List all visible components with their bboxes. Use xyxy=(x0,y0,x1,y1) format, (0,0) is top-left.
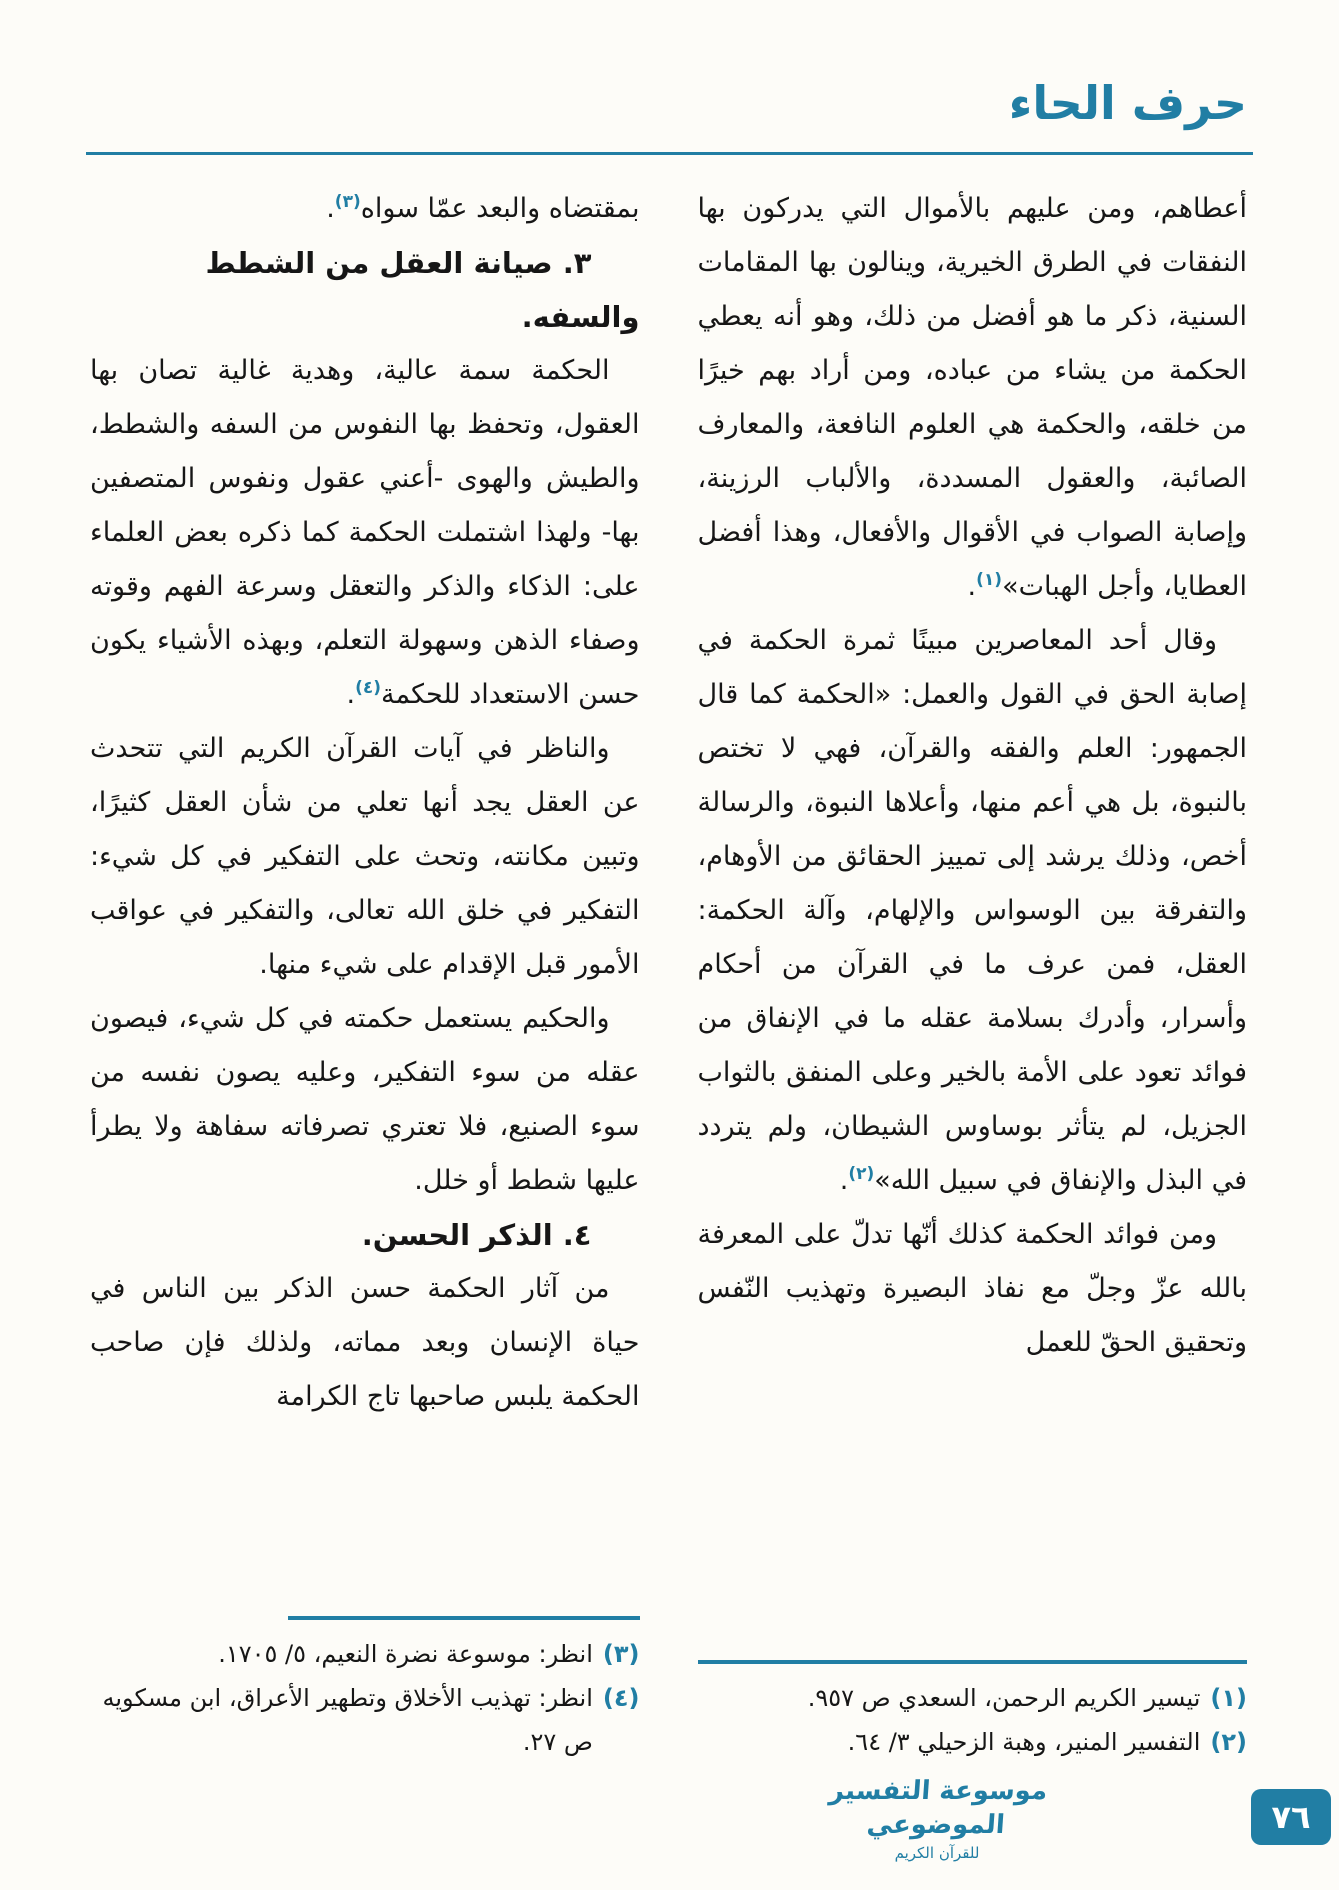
footnote-number: (٢) xyxy=(1210,1728,1247,1756)
footnote-number: (٣) xyxy=(602,1640,640,1668)
footnote-divider xyxy=(698,1660,1248,1664)
column-right xyxy=(698,182,1248,1764)
page-number-badge: ٧٦ xyxy=(1251,1789,1331,1845)
footnote-text: انظر: موسوعة نضرة النعيم، ٥/ ١٧٠٥. xyxy=(218,1640,593,1668)
paragraph-text: والحكيم يستعمل حكمته في كل شيء، فيصون عقله من سوء التفكير، وعليه يصون نفسه من سوء الصنيع، فلا تعتري تصرفاته سفاهة ولا يطرأ عليها شطط أو خلل. xyxy=(90,1003,640,1196)
footnotes-left xyxy=(90,1616,640,1764)
footnote xyxy=(698,1676,1248,1720)
heading-text: ٣. صيانة العقل من الشطط والسفه. xyxy=(205,246,640,334)
footnote-divider xyxy=(288,1616,640,1620)
publisher-logo xyxy=(817,1774,1057,1864)
paragraph-text: بمقتضاه والبعد عمّا سواه xyxy=(360,193,640,224)
publisher-logo-subtitle: للقرآن الكريم xyxy=(894,1844,980,1862)
publisher-logo-title: موسوعة التفسير الموضوعي xyxy=(828,1776,1049,1840)
paragraph-text: الحكمة سمة عالية، وهدية غالية تصان بها العقول، وتحفظ بها النفوس من السفه والشطط، والطيش والهوى -أعني عقول ونفوس المتصفين بها- ولهذا اشتملت الحكمة كما ذكره بعض العلماء على: الذكاء والذكر والتعقل وسرعة الفهم وقوته وصفاء الذهن وسهولة التعلم، وبهذه الأشياء يكون حسن الاستعداد للحكمة xyxy=(90,355,640,710)
paragraph-text: من آثار الحكمة حسن الذكر بين الناس في حياة الإنسان وبعد مماته، ولذلك فإن صاحب الحكمة يلبس صاحبها تاج الكرامة xyxy=(90,1273,640,1412)
footnote-text: التفسير المنير، وهبة الزحيلي ٣/ ٦٤. xyxy=(847,1728,1201,1756)
paragraph xyxy=(698,1208,1248,1370)
footnote xyxy=(90,1632,640,1676)
paragraph-tail: . xyxy=(967,571,977,602)
footnote xyxy=(698,1720,1248,1764)
paragraph xyxy=(90,992,640,1208)
footnote-ref: (٣) xyxy=(334,192,361,212)
text-columns xyxy=(90,182,1247,1764)
paragraph xyxy=(698,182,1248,614)
paragraph xyxy=(90,1262,640,1424)
column-left xyxy=(90,182,640,1764)
header-divider xyxy=(86,152,1253,155)
footnotes-right xyxy=(698,1660,1248,1764)
footnote-ref: (١) xyxy=(976,570,1003,590)
paragraph-tail: . xyxy=(326,193,335,224)
footnote-number: (٤) xyxy=(602,1684,640,1712)
paragraph xyxy=(698,614,1248,1208)
footnote-ref: (٢) xyxy=(848,1164,875,1184)
paragraph-tail: . xyxy=(346,679,356,710)
paragraph xyxy=(90,344,640,722)
footnote-ref: (٤) xyxy=(355,678,382,698)
footnote-text: تيسير الكريم الرحمن، السعدي ص ٩٥٧. xyxy=(807,1684,1201,1712)
footnote-number: (١) xyxy=(1210,1684,1247,1712)
footnote xyxy=(90,1676,640,1764)
paragraph xyxy=(90,182,640,236)
section-heading xyxy=(90,236,640,344)
paragraph-text: ومن فوائد الحكمة كذلك أنّها تدلّ على المعرفة بالله عزّ وجلّ مع نفاذ البصيرة وتهذيب النّفس وتحقيق الحقّ للعمل xyxy=(697,1219,1247,1358)
section-heading xyxy=(90,1208,640,1262)
paragraph-text: أعطاهم، ومن عليهم بالأموال التي يدركون بها النفقات في الطرق الخيرية، وينالون بها المقامات السنية، ذكر ما هو أفضل من ذلك، وهو أنه يعطي الحكمة من يشاء من عباده، ومن أراد بهم خيرًا من خلقه، والحكمة هي العلوم النافعة، والمعارف الصائبة، والعقول المسددة، والألباب الرزينة، وإصابة الصواب في الأقوال والأفعال، وهذا أفضل العطايا، وأجل الهبات» xyxy=(697,193,1247,602)
heading-text: ٤. الذكر الحسن. xyxy=(361,1218,592,1252)
paragraph-text: والناظر في آيات القرآن الكريم التي تتحدث عن العقل يجد أنها تعلي من شأن العقل كثيرًا، وتبين مكانته، وتحث على التفكير في كل شيء: التفكير في خلق الله تعالى، والتفكير في عواقب الأمور قبل الإقدام على شيء منها. xyxy=(90,733,640,980)
footnote-text: انظر: تهذيب الأخلاق وتطهير الأعراق، ابن مسكويه ص ٢٧. xyxy=(102,1684,593,1756)
paragraph-text: وقال أحد المعاصرين مبينًا ثمرة الحكمة في إصابة الحق في القول والعمل: «الحكمة كما قال الجمهور: العلم والفقه والقرآن، فهي لا تختص بالنبوة، بل هي أعم منها، وأعلاها النبوة، والرسالة أخص، وذلك يرشد إلى تمييز الحقائق من الأوهام، والتفرقة بين الوسواس والإلهام، وآلة الحكمة: العقل، فمن عرف ما في القرآن من أحكام وأسرار، وأدرك بسلامة عقله ما في الإنفاق من فوائد تعود على الأمة بالخير وعلى المنفق بالثواب الجزيل، لم يتأثر بوساوس الشيطان، ولم يتردد في البذل والإنفاق في سبيل الله» xyxy=(697,625,1247,1196)
chapter-heading: حرف الحاء xyxy=(1008,76,1247,130)
paragraph xyxy=(90,722,640,992)
paragraph-tail: . xyxy=(839,1165,849,1196)
